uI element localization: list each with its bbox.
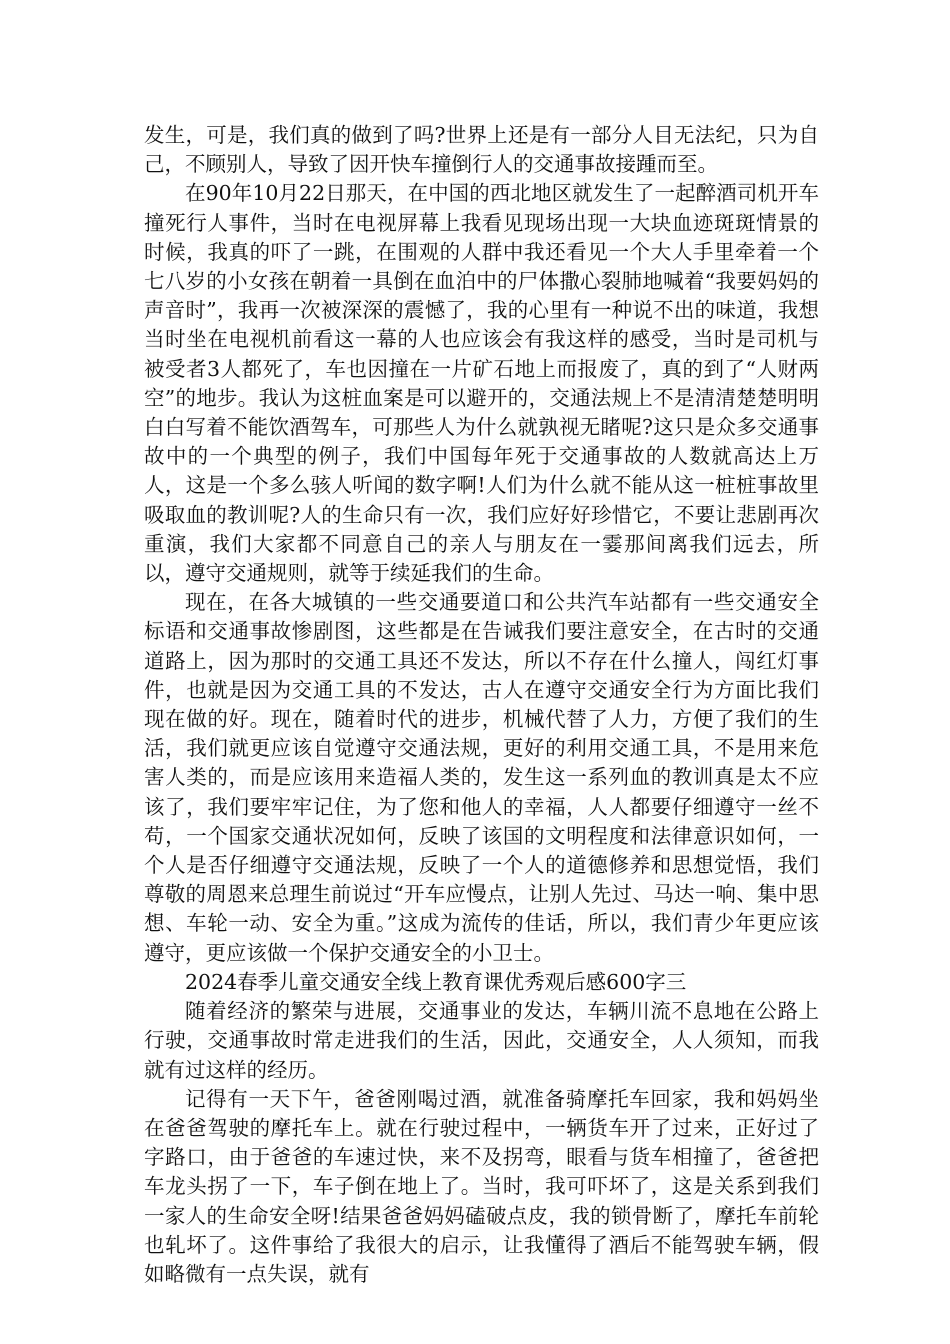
paragraph-traffic-safety-reflection: 现在，在各大城镇的一些交通要道口和公共汽车站都有一些交通安全标语和交通事故惨剧图，这些都是在告诫我们要注意安全，在古时的交通道路上，因为那时的交通工具还不发达，所以不存在什么撞人，闯红灯事件，也就是因为交通工具的不发达，古人在遵守交通安全行为方面比我们现在做的好。现在，随着时代的进步，机械代替了人力，方便了我们的生活，我们就更应该自觉遵守交通法规，更好的利用交通工具，不是用来危害人类的，而是应该用来造福人类的，发生这一系列血的教训真是太不应该了，我们要牢牢记住，为了您和他人的幸福，人人都要仔细遵守一丝不苟，一个国家交通状况如何，反映了该国的文明程度和法律意识如何，一个人是否仔细遵守交通法规，反映了一个人的道德修养和思想觉悟，我们尊敬的周恩来总理生前说过“开车应慢点，让别人先过、马达一响、集中思想、车轮一动、安全为重。”这成为流传的佳话，所以，我们青少年更应该遵守，更应该做一个保护交通安全的小卫士。 — [144, 590, 819, 965]
paragraph-continuation: 发生，可是，我们真的做到了吗?世界上还是有一部分人目无法纪，只为自己，不顾别人，导致了因开快车撞倒行人的交通事故接踵而至。 — [144, 123, 819, 177]
paragraph-motorcycle-accident: 记得有一天下午，爸爸刚喝过酒，就准备骑摩托车回家，我和妈妈坐在爸爸驾驶的摩托车上。就在行驶过程中，一辆货车开了过来，正好过了字路口，由于爸爸的车速过快，来不及拐弯，眼看与货车相撞了，爸爸把车龙头拐了一下，车子倒在地上了。当时，我可吓坏了，这是关系到我们一家人的生命安全呀!结果爸爸妈妈磕破点皮，我的锁骨断了，摩托车前轮也轧坏了。这件事给了我很大的启示，让我懂得了酒后不能驾驶车辆，假如略微有一点失误，就有 — [144, 1086, 819, 1286]
document-page — [144, 121, 819, 1289]
essay-title: 2024春季儿童交通安全线上教育课优秀观后感600字三 — [185, 969, 687, 994]
paragraph-intro-essay-three: 随着经济的繁荣与进展，交通事业的发达，车辆川流不息地在公路上行驶，交通事故时常走进我们的生活，因此，交通安全，人人须知，而我就有过这样的经历。 — [144, 999, 819, 1082]
paragraph-drunk-driving-story: 在90年10月22日那天，在中国的西北地区就发生了一起醉酒司机开车撞死行人事件，当时在电视屏幕上我看见现场出现一大块血迹斑斑情景的时候，我真的吓了一跳，在围观的人群中我还看见一个大人手里牵着一个七八岁的小女孩在朝着一具倒在血泊中的尸体撒心裂肺地喊着“我要妈妈的声音时”，我再一次被深深的震憾了，我的心里有一种说不出的味道，我想当时坐在电视机前看这一幕的人也应该会有我这样的感受，当时是司机与被受者3人都死了，车也因撞在一片矿石地上而报废了，真的到了“人财两空”的地步。我认为这桩血案是可以避开的，交通法规上不是清清楚楚明明白白写着不能饮酒驾车，可那些人为什么就孰视无睹呢?这只是众多交通事故中的一个典型的例子，我们中国每年死于交通事故的人数就高达上万人，这是一个多么骇人听闻的数字啊!人们为什么就不能从这一桩桩事故里吸取血的教训呢?人的生命只有一次，我们应好好珍惜它，不要让悲剧再次重演，我们大家都不同意自己的亲人与朋友在一霎那间离我们远去，所以，遵守交通规则，就等于续延我们的生命。 — [144, 181, 819, 586]
